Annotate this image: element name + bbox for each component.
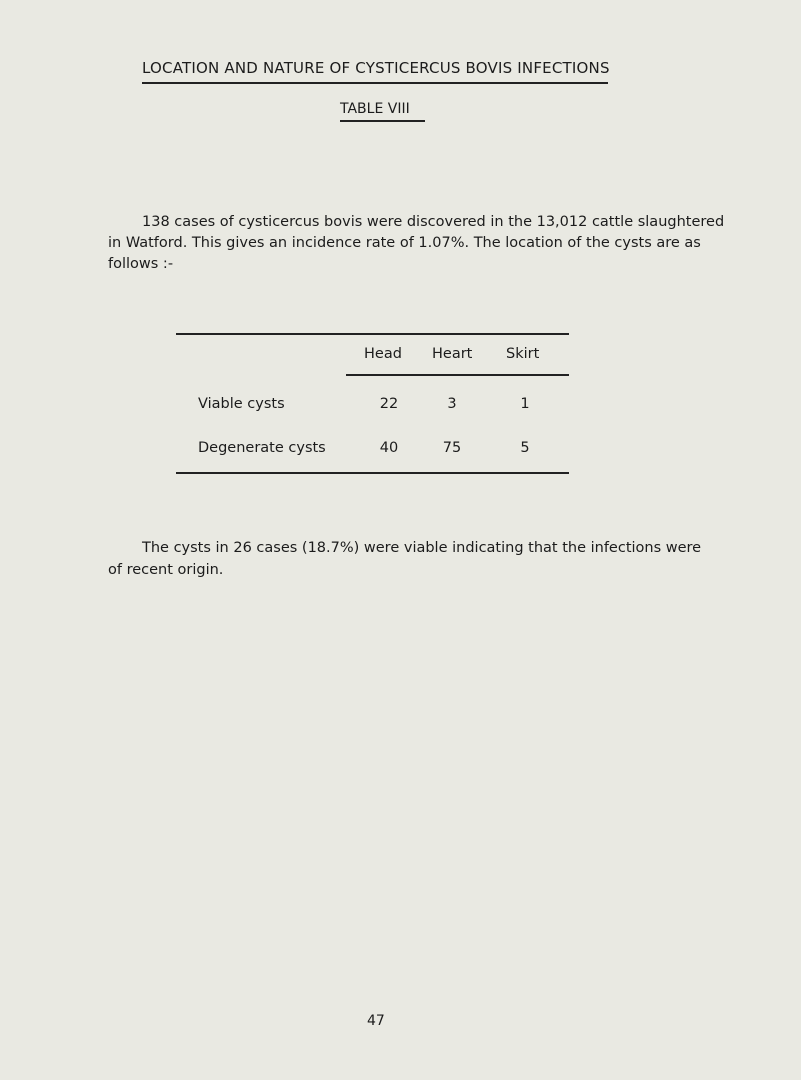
page-number: 47 — [367, 1013, 385, 1029]
cell-degenerate-heart: 75 — [442, 440, 462, 456]
conclusion-line-1: The cysts in 26 cases (18.7%) were viable indicating that the infections were — [142, 540, 702, 556]
cell-viable-skirt: 1 — [520, 396, 530, 412]
column-header-skirt: Skirt — [506, 346, 540, 362]
cell-degenerate-head: 40 — [379, 440, 399, 456]
table-top-rule — [176, 333, 569, 335]
cell-degenerate-skirt: 5 — [520, 440, 530, 456]
heading-underline — [142, 82, 608, 84]
table-title-underline — [340, 120, 425, 122]
table-title: TABLE VIII — [340, 101, 410, 117]
conclusion-line-2: of recent origin. — [108, 562, 224, 578]
table-bottom-rule — [176, 472, 569, 474]
header-rule — [346, 374, 569, 376]
row-label-degenerate: Degenerate cysts — [198, 440, 326, 456]
intro-line-3: follows :- — [108, 256, 174, 272]
row-label-viable: Viable cysts — [198, 396, 285, 412]
column-header-head: Head — [364, 346, 402, 362]
cell-viable-head: 22 — [379, 396, 399, 412]
intro-line-1: 138 cases of cysticercus bovis were discovered in the 13,012 cattle slaughtered — [142, 214, 725, 230]
column-header-heart: Heart — [432, 346, 473, 362]
page-heading: LOCATION AND NATURE OF CYSTICERCUS BOVIS INFECTIONS — [142, 59, 610, 77]
intro-line-2: in Watford. This gives an incidence rate of 1.07%. The location of the cysts are as — [108, 235, 701, 251]
cell-viable-heart: 3 — [447, 396, 457, 412]
